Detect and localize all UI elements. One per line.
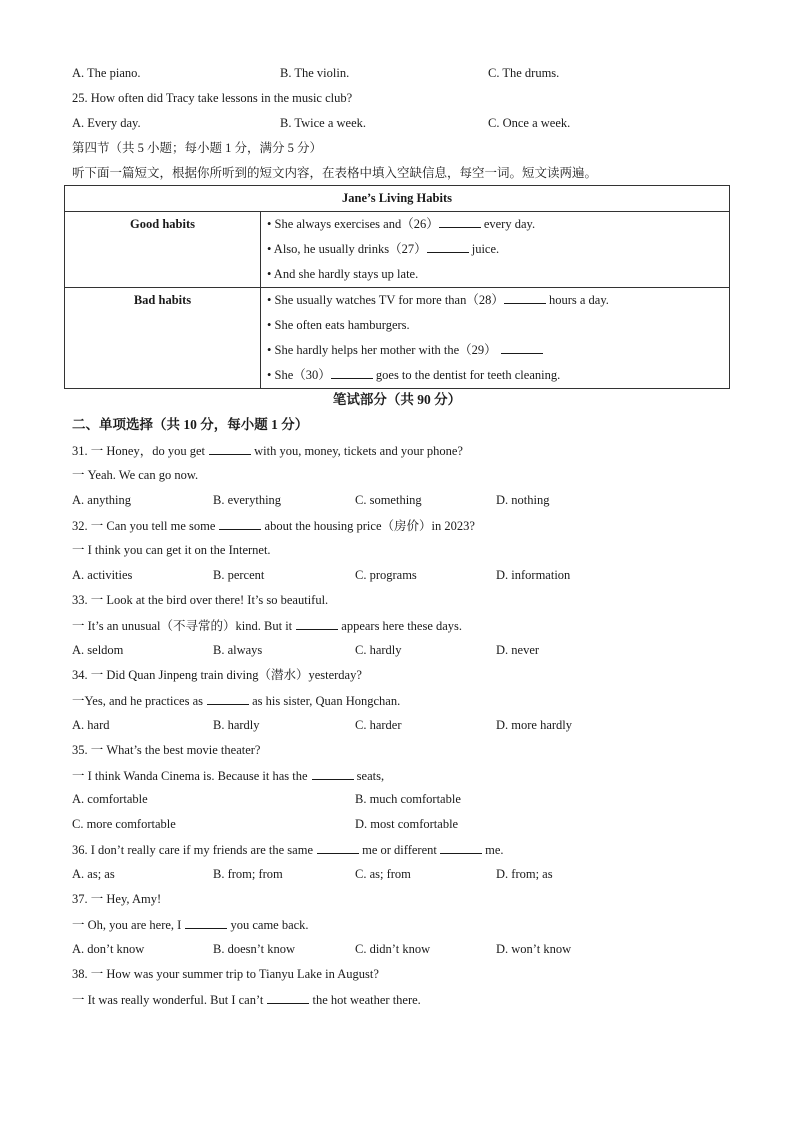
q37-blank[interactable] (185, 916, 227, 929)
bad-habits-label: Bad habits (65, 288, 261, 389)
bad-habit-item: • She often eats hamburgers. (267, 318, 410, 332)
q36-option-c: C. as; from (355, 867, 411, 881)
q32-option-d: D. information (496, 568, 571, 582)
written-part-heading: 笔试部分（共 90 分） (332, 392, 462, 407)
q33-option-d: D. never (496, 643, 540, 657)
bad-habit-item: • She（30） goes to the dentist for teeth cleaning. (267, 368, 561, 382)
q37-option-a: A. don’t know (72, 942, 145, 956)
bad-habit-item: • She hardly helps her mother with the（29） (261, 338, 729, 363)
good-habits-cell (261, 212, 730, 288)
good-habit-item: • And she hardly stays up late. (267, 267, 419, 281)
q31-line-2: 一 Yeah. We can go now. (72, 468, 199, 482)
section4-heading: 第四节（共 5 小题；每小题 1 分，满分 5 分） (72, 141, 323, 155)
table-title: Jane’s Living Habits (65, 186, 730, 212)
bad-habits-cell (261, 288, 730, 389)
q35-blank[interactable] (312, 767, 354, 780)
q35-option-c: C. more comfortable (72, 817, 176, 831)
q31-option-d: D. nothing (496, 493, 550, 507)
q37-line-2: 一 Oh, you are here, I you came back. (72, 918, 309, 932)
q34-option-c: C. harder (355, 718, 402, 732)
q33-option-c: C. hardly (355, 643, 402, 657)
q36-blank-1[interactable] (317, 841, 359, 854)
q31-option-b: B. everything (213, 493, 282, 507)
part2-heading: 二、单项选择（共 10 分，每小题 1 分） (72, 417, 309, 432)
q38-blank[interactable] (267, 991, 309, 1004)
good-habits-label: Good habits (65, 212, 261, 288)
q34-option-d: D. more hardly (496, 718, 573, 732)
q33-line-2: 一 It’s an unusual（不寻常的）kind. But it appears here these days. (72, 619, 463, 633)
q35-option-b: B. much comfortable (355, 792, 461, 806)
q37-option-c: C. didn’t know (355, 942, 431, 956)
answer-blank-28[interactable] (504, 291, 546, 304)
q31-option-c: C. something (355, 493, 422, 507)
answer-blank-26[interactable] (439, 215, 481, 228)
q24-option-b: B. The violin. (280, 66, 350, 80)
q33-option-a: A. seldom (72, 643, 124, 657)
q25-question: 25. How often did Tracy take lessons in the music club? (72, 91, 353, 105)
good-habit-item: • Also, he usually drinks（27） juice. (267, 242, 500, 256)
q24-option-c: C. The drums. (488, 66, 560, 80)
q33-blank[interactable] (296, 617, 338, 630)
q37-line-1: 37. 一 Hey, Amy! (72, 892, 162, 906)
q33-option-b: B. always (213, 643, 263, 657)
good-habit-item: • She always exercises and（26） every day. (267, 217, 536, 231)
q32-option-c: C. programs (355, 568, 417, 582)
answer-blank-27[interactable] (427, 240, 469, 253)
q38-line-1: 38. 一 How was your summer trip to Tianyu Lake in August? (72, 967, 379, 981)
q31-option-a: A. anything (72, 493, 132, 507)
q36-option-d: D. from; as (496, 867, 553, 881)
q34-line-2: 一Yes, and he practices as as his sister, Quan Hongchan. (72, 694, 401, 708)
answer-blank-30[interactable] (331, 366, 373, 379)
q25-option-b: B. Twice a week. (280, 116, 367, 130)
q36-option-a: A. as; as (72, 867, 115, 881)
q36-blank-2[interactable] (440, 841, 482, 854)
q37-option-b: B. doesn’t know (213, 942, 296, 956)
habits-table (64, 185, 730, 389)
q34-blank[interactable] (207, 692, 249, 705)
q34-option-a: A. hard (72, 718, 110, 732)
q37-option-d: D. won’t know (496, 942, 572, 956)
q32-blank[interactable] (219, 517, 261, 530)
q31-line-1: 31. 一 Honey，do you get with you, money, tickets and your phone? (72, 444, 463, 458)
q31-blank[interactable] (209, 442, 251, 455)
q34-option-b: B. hardly (213, 718, 260, 732)
q32-line-2: 一 I think you can get it on the Internet. (72, 543, 271, 557)
q25-option-a: A. Every day. (72, 116, 141, 130)
q36-option-b: B. from; from (213, 867, 283, 881)
q35-line-2: 一 I think Wanda Cinema is. Because it has the seats, (72, 769, 385, 783)
q32-option-b: B. percent (213, 568, 265, 582)
q25-option-c: C. Once a week. (488, 116, 571, 130)
answer-blank-29[interactable] (501, 341, 543, 354)
bad-habit-item: • She usually watches TV for more than（28） hours a day. (267, 293, 609, 307)
q24-option-a: A. The piano. (72, 66, 141, 80)
q32-option-a: A. activities (72, 568, 133, 582)
q35-option-a: A. comfortable (72, 792, 148, 806)
section4-instruction: 听下面一篇短文，根据你所听到的短文内容，在表格中填入空缺信息，每空一词。短文读两遍。 (72, 166, 598, 180)
q36-line-1: 36. I don’t really care if my friends are the same me or different me. (72, 843, 504, 857)
q32-line-1: 32. 一 Can you tell me some about the housing price（房价）in 2023? (72, 519, 475, 533)
q35-line-1: 35. 一 What’s the best movie theater? (72, 743, 261, 757)
q34-line-1: 34. 一 Did Quan Jinpeng train diving（潜水）yesterday? (72, 668, 362, 682)
q35-option-d: D. most comfortable (355, 817, 459, 831)
q33-line-1: 33. 一 Look at the bird over there! It’s so beautiful. (72, 593, 329, 607)
q38-line-2: 一 It was really wonderful. But I can’t the hot weather there. (72, 993, 421, 1007)
